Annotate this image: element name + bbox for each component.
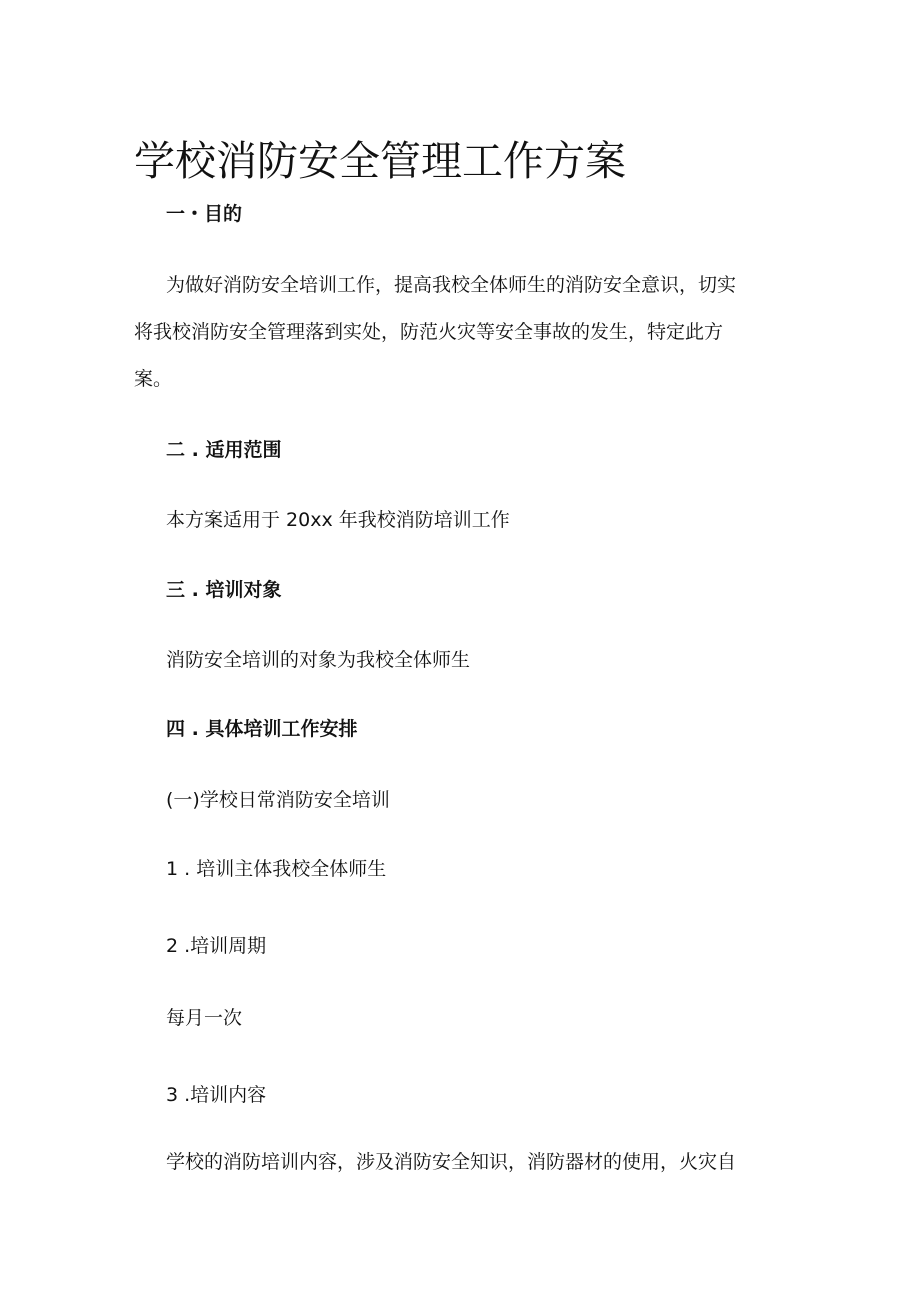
section-heading-purpose: 一・目的 (166, 203, 243, 225)
section-heading-audience: 三 . 培训对象 (166, 579, 282, 601)
subsection-daily-training: (一)学校日常消防安全培训 (166, 789, 390, 811)
section-heading-arrangement: 四 . 具体培训工作安排 (166, 718, 358, 740)
list-item-training-period: 2 .培训周期 (166, 935, 267, 957)
paragraph-purpose-line-3: 案。 (134, 368, 173, 390)
paragraph-purpose-line-2: 将我校消防安全管理落到实处，防范火灾等安全事故的发生，特定此方 (134, 321, 724, 343)
document-title: 学校消防安全管理工作方案 (134, 137, 626, 185)
paragraph-audience: 消防安全培训的对象为我校全体师生 (166, 649, 471, 671)
paragraph-training-content: 学校的消防培训内容，涉及消防安全知识，消防器材的使用，火灾自 (166, 1151, 737, 1173)
paragraph-scope: 本方案适用于 20xx 年我校消防培训工作 (166, 509, 510, 531)
list-item-training-content: 3 .培训内容 (166, 1084, 267, 1106)
paragraph-training-period: 每月一次 (166, 1007, 243, 1029)
section-heading-scope: 二 . 适用范围 (166, 439, 282, 461)
list-item-training-subject: 1 . 培训主体我校全体师生 (166, 858, 387, 880)
paragraph-purpose-line-1: 为做好消防安全培训工作，提高我校全体师生的消防安全意识，切实 (166, 274, 737, 296)
